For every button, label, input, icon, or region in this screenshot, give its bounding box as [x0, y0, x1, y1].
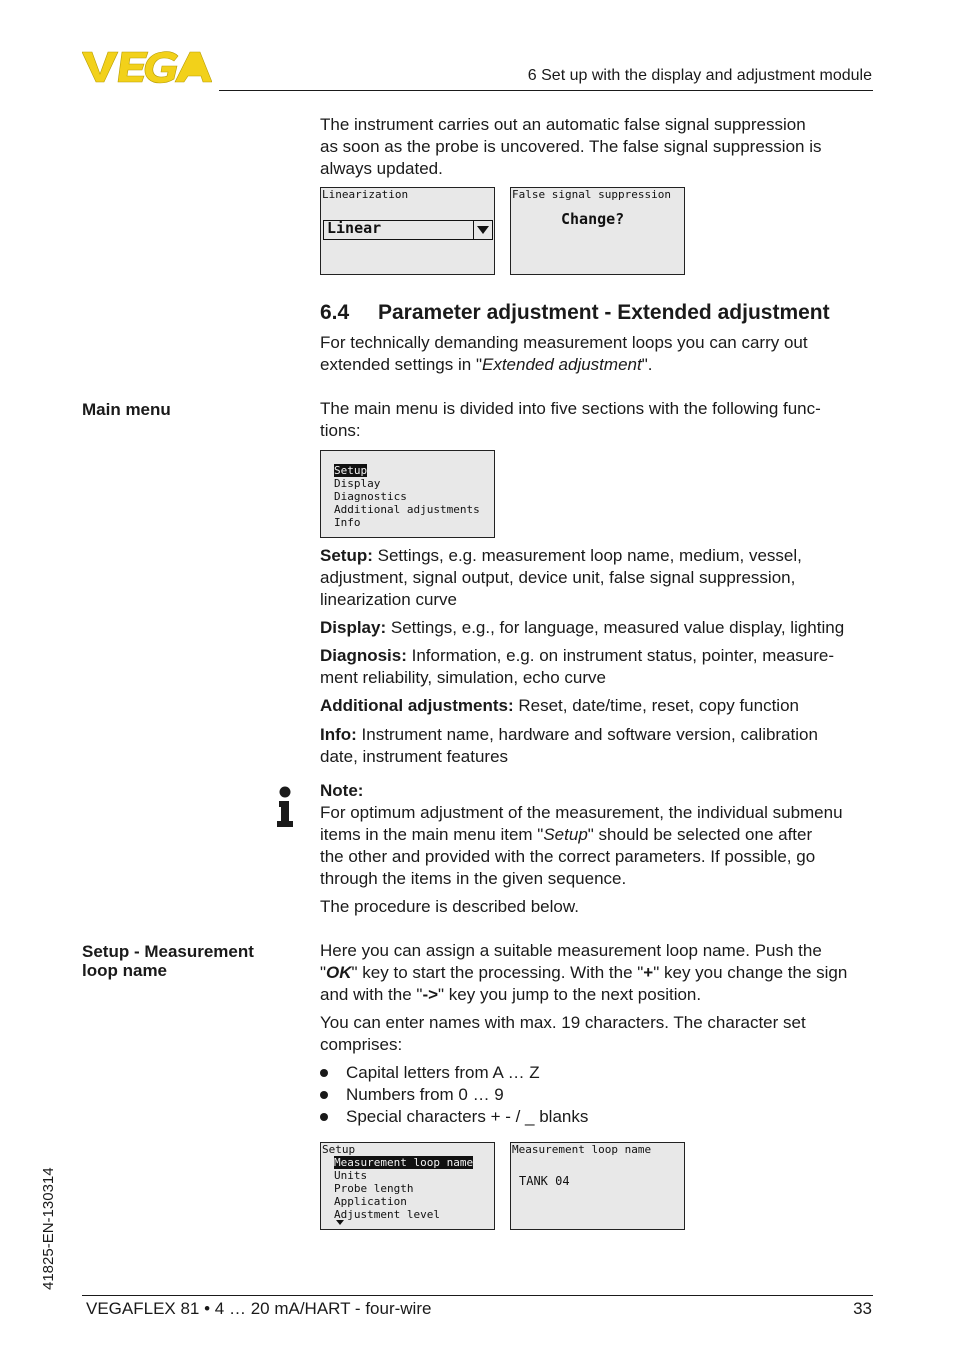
section-heading	[320, 301, 830, 325]
lcd-linearization	[320, 187, 495, 275]
list-item: Capital letters from A … Z	[346, 1063, 540, 1082]
lcd-loop-name	[510, 1142, 685, 1230]
note-heading: Note:	[320, 781, 364, 800]
lcd-menu-item: Info	[334, 516, 361, 529]
definition-additional: Additional adjustments: Reset, date/time, reset, copy function	[320, 696, 799, 715]
intro-paragraph: The instrument carries out an automatic false signal suppression as soon as the probe is uncovered. The false signal suppression is always updated.	[320, 115, 822, 178]
main-menu-paragraph: The main menu is divided into five sections with the following func- tions:	[320, 399, 821, 440]
definition-info: Info: Instrument name, hardware and software version, calibration date, instrument features	[320, 725, 818, 766]
lcd-title: Measurement loop name	[512, 1143, 652, 1156]
linearization-select	[323, 220, 493, 240]
info-icon	[276, 786, 294, 828]
side-label-main-menu: Main menu	[82, 400, 171, 419]
lcd-menu-item: Additional adjustments	[334, 503, 480, 516]
lcd-title: Linearization	[322, 188, 409, 201]
lcd-setup-menu	[320, 1142, 495, 1230]
header-title: 6 Set up with the display and adjustment module	[527, 67, 872, 84]
vega-logo	[82, 50, 212, 84]
definition-setup: Setup: Settings, e.g. measurement loop name, medium, vessel, adjustment, signal output, device unit, false signal suppression, linearization curve	[320, 546, 802, 609]
lcd-menu-item: Measurement loop name	[334, 1156, 474, 1169]
page-number: 33	[853, 1299, 872, 1318]
procedure-text: The procedure is described below.	[320, 897, 579, 916]
lcd-menu-item: Diagnostics	[334, 490, 407, 503]
lcd-false-signal	[510, 187, 685, 275]
lcd-main-menu	[320, 450, 495, 538]
lcd-menu-item: Display	[334, 477, 381, 490]
footer-product: VEGAFLEX 81 • 4 … 20 mA/HART - four-wire	[86, 1299, 432, 1318]
lcd-prompt: Change?	[561, 210, 625, 228]
note-block: Note: For optimum adjustment of the measurement, the individual submenu items in the main menu item "Setup" should be selected one after the other and provided with the correct parameters. If possible, go through the items in the given sequence.	[320, 780, 880, 890]
document-id: 41825-EN-130314	[40, 1167, 57, 1290]
definition-display: Display: Settings, e.g., for language, measured value display, lighting	[320, 618, 845, 637]
loop-name-paragraph: Here you can assign a suitable measurement loop name. Push the "OK" key to start the processing. With the "+" key you change the sign and with the "->" key you jump to the next position.	[320, 941, 848, 1004]
list-item: Numbers from 0 … 9	[346, 1085, 504, 1104]
section-intro: For technically demanding measurement loops you can carry out extended settings in "Extended adjustment".	[320, 333, 808, 374]
lcd-title: Setup	[322, 1143, 356, 1156]
section-title: Parameter adjustment - Extended adjustment	[378, 301, 830, 324]
scroll-down-icon	[336, 1220, 344, 1225]
select-value: Linear	[327, 219, 382, 237]
lcd-menu-item: Probe length	[334, 1182, 414, 1195]
lcd-menu-item: Setup	[334, 464, 368, 477]
lcd-menu-item: Application	[334, 1195, 407, 1208]
list-item: Special characters + - / _ blanks	[346, 1107, 589, 1126]
chevron-down-icon	[473, 221, 492, 239]
bullet-dot	[320, 1113, 328, 1121]
character-set-paragraph: You can enter names with max. 19 characters. The character set comprises:	[320, 1013, 806, 1054]
side-label-loop-name: Setup - Measurement loop name	[82, 942, 254, 980]
header-rule	[219, 90, 873, 91]
bullet-dot	[320, 1069, 328, 1077]
lcd-title: False signal suppression	[512, 188, 671, 201]
lcd-menu-item: Units	[334, 1169, 368, 1182]
lcd-value: TANK 04	[519, 1174, 570, 1188]
bullet-dot	[320, 1091, 328, 1099]
section-number: 6.4	[320, 301, 350, 324]
footer-rule	[82, 1295, 873, 1296]
lcd-menu-item: Adjustment level	[334, 1208, 440, 1221]
definition-diagnosis: Diagnosis: Information, e.g. on instrument status, pointer, measure- ment reliability, simulation, echo curve	[320, 646, 835, 687]
